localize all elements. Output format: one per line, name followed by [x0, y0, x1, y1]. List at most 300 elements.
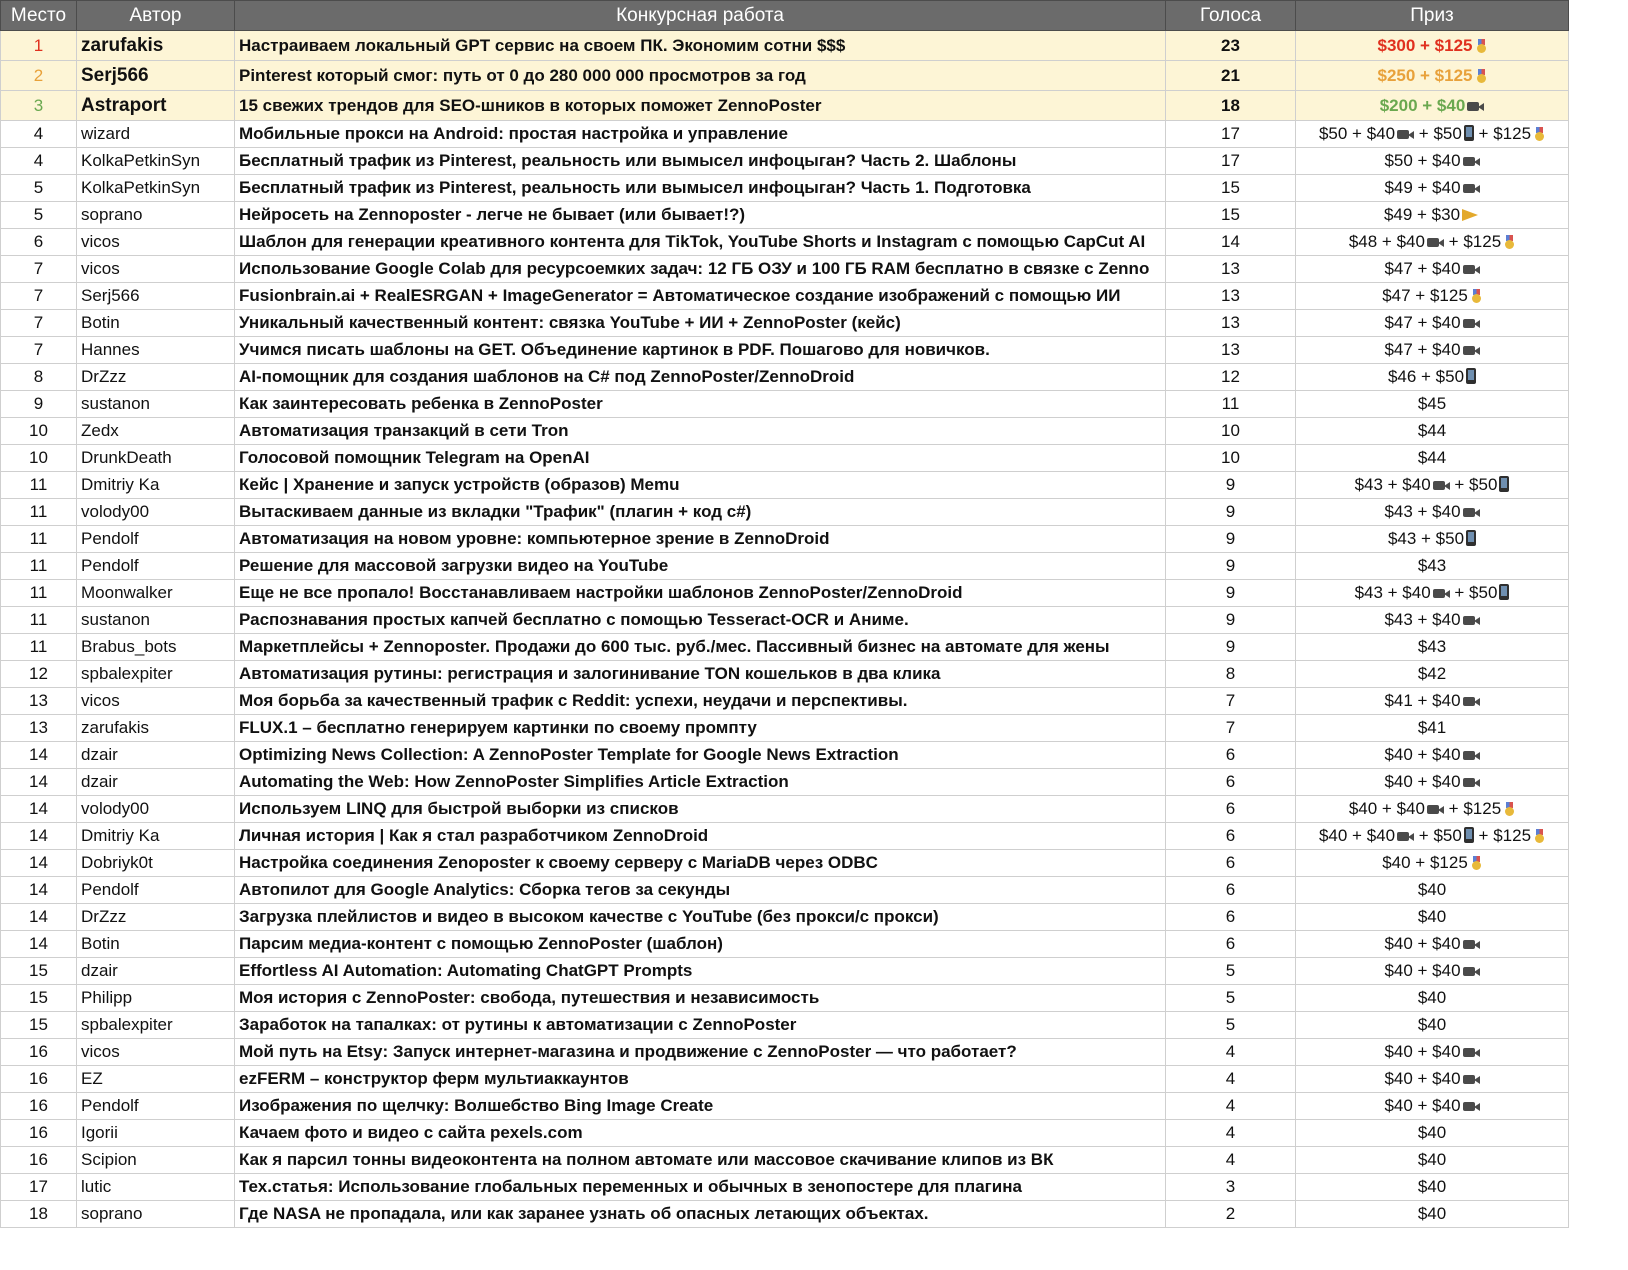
- title-cell: Голосовой помощник Telegram на OpenAI: [235, 445, 1166, 472]
- votes-cell: 9: [1166, 499, 1296, 526]
- place-cell: 11: [1, 499, 77, 526]
- table-row: [1, 1066, 1569, 1093]
- place-cell: 14: [1, 931, 77, 958]
- votes-cell: 6: [1166, 769, 1296, 796]
- table-row: [1, 499, 1569, 526]
- place-cell: 14: [1, 877, 77, 904]
- author-cell: vicos: [77, 229, 235, 256]
- place-cell: 15: [1, 958, 77, 985]
- place-cell: 5: [1, 175, 77, 202]
- author-cell: Brabus_bots: [77, 634, 235, 661]
- votes-cell: 13: [1166, 337, 1296, 364]
- author-cell: sustanon: [77, 391, 235, 418]
- place-cell: 11: [1, 580, 77, 607]
- prize-amount: $45: [1417, 394, 1447, 413]
- title-cell: Маркетплейсы + Zennoposter. Продажи до 600 тыс. руб./мес. Пассивный бизнес на автомате для жены: [235, 634, 1166, 661]
- place-cell: 4: [1, 121, 77, 148]
- table-row: [1, 850, 1569, 877]
- place-cell: 7: [1, 256, 77, 283]
- phone-icon: [1464, 827, 1474, 843]
- votes-cell: 18: [1166, 91, 1296, 121]
- prize-cell: [1296, 850, 1569, 877]
- title-cell: Личная история | Как я стал разработчиком ZennoDroid: [235, 823, 1166, 850]
- votes-cell: 13: [1166, 283, 1296, 310]
- title-cell: Настройка соединения Zenoposter к своему серверу с MariaDB через ODBC: [235, 850, 1166, 877]
- table-row: [1, 91, 1569, 121]
- table-row: [1, 148, 1569, 175]
- prize-amount: $41 + $40: [1384, 691, 1461, 710]
- phone-icon: [1466, 368, 1476, 384]
- place-cell: 7: [1, 337, 77, 364]
- title-cell: Качаем фото и видео с сайта pexels.com: [235, 1120, 1166, 1147]
- author-cell: Philipp: [77, 985, 235, 1012]
- votes-cell: 4: [1166, 1147, 1296, 1174]
- title-cell: Автоматизация на новом уровне: компьютерное зрение в ZennoDroid: [235, 526, 1166, 553]
- table-row: [1, 31, 1569, 61]
- prize-cell: [1296, 229, 1569, 256]
- author-cell: zarufakis: [77, 31, 235, 61]
- place-cell: 18: [1, 1201, 77, 1228]
- votes-cell: 15: [1166, 202, 1296, 229]
- title-cell: ezFERM – конструктор ферм мультиаккаунтов: [235, 1066, 1166, 1093]
- prize-amount: + $50: [1414, 124, 1462, 143]
- camera-icon: [1463, 505, 1480, 518]
- prize-cell: [1296, 958, 1569, 985]
- place-cell: 11: [1, 634, 77, 661]
- votes-cell: 9: [1166, 634, 1296, 661]
- table-row: [1, 61, 1569, 91]
- place-cell: 11: [1, 607, 77, 634]
- votes-cell: 6: [1166, 904, 1296, 931]
- title-cell: Изображения по щелчку: Волшебство Bing Image Create: [235, 1093, 1166, 1120]
- author-cell: Pendolf: [77, 553, 235, 580]
- votes-cell: 11: [1166, 391, 1296, 418]
- title-cell: Вытаскиваем данные из вкладки "Трафик" (плагин + код c#): [235, 499, 1166, 526]
- votes-cell: 9: [1166, 607, 1296, 634]
- place-cell: 9: [1, 391, 77, 418]
- place-cell: 14: [1, 796, 77, 823]
- prize-cell: [1296, 580, 1569, 607]
- prize-cell: [1296, 634, 1569, 661]
- prize-amount: $40 + $125: [1382, 853, 1468, 872]
- title-cell: Pinterest который смог: путь от 0 до 280 000 000 просмотров за год: [235, 61, 1166, 91]
- horn-icon: [1462, 209, 1480, 221]
- prize-cell: [1296, 1066, 1569, 1093]
- place-cell: 10: [1, 418, 77, 445]
- author-cell: soprano: [77, 202, 235, 229]
- prize-cell: [1296, 418, 1569, 445]
- prize-cell: [1296, 391, 1569, 418]
- votes-cell: 7: [1166, 715, 1296, 742]
- phone-icon: [1466, 530, 1476, 546]
- camera-icon: [1463, 964, 1480, 977]
- camera-icon: [1463, 316, 1480, 329]
- author-cell: Zedx: [77, 418, 235, 445]
- author-cell: Dmitriy Ka: [77, 823, 235, 850]
- place-cell: 15: [1, 1012, 77, 1039]
- prize-amount: $40: [1417, 880, 1447, 899]
- medal-icon: [1504, 802, 1515, 816]
- phone-icon: [1499, 584, 1509, 600]
- prize-amount: $48 + $40: [1348, 232, 1425, 251]
- title-cell: Бесплатный трафик из Pinterest, реальность или вымысел инфоцыган? Часть 1. Подготовка: [235, 175, 1166, 202]
- table-body: [1, 31, 1569, 1228]
- author-cell: DrunkDeath: [77, 445, 235, 472]
- place-cell: 15: [1, 985, 77, 1012]
- place-cell: 17: [1, 1174, 77, 1201]
- prize-amount: $40 + $40: [1384, 961, 1461, 980]
- title-cell: AI-помощник для создания шаблонов на C# под ZennoPoster/ZennoDroid: [235, 364, 1166, 391]
- camera-icon: [1463, 775, 1480, 788]
- place-cell: 5: [1, 202, 77, 229]
- votes-cell: 5: [1166, 985, 1296, 1012]
- title-cell: Fusionbrain.ai + RealESRGAN + ImageGenerator = Автоматическое создание изображений с помощью ИИ: [235, 283, 1166, 310]
- title-cell: Тех.статья: Использование глобальных переменных и обычных в зенопостере для плагина: [235, 1174, 1166, 1201]
- author-cell: volody00: [77, 796, 235, 823]
- table-row: [1, 310, 1569, 337]
- medal-icon: [1504, 235, 1515, 249]
- votes-cell: 13: [1166, 256, 1296, 283]
- prize-cell: [1296, 769, 1569, 796]
- camera-icon: [1463, 748, 1480, 761]
- table-row: [1, 904, 1569, 931]
- place-cell: 14: [1, 769, 77, 796]
- table-row: [1, 175, 1569, 202]
- votes-cell: 10: [1166, 445, 1296, 472]
- place-cell: 13: [1, 715, 77, 742]
- prize-amount: + $50: [1449, 583, 1498, 602]
- table-row: [1, 580, 1569, 607]
- place-cell: 6: [1, 229, 77, 256]
- author-cell: DrZzz: [77, 364, 235, 391]
- votes-cell: 14: [1166, 229, 1296, 256]
- title-cell: Автоматизация рутины: регистрация и залогинивание TON кошельков в два клика: [235, 661, 1166, 688]
- votes-cell: 6: [1166, 742, 1296, 769]
- table-row: [1, 607, 1569, 634]
- prize-cell: [1296, 499, 1569, 526]
- title-cell: Решение для массовой загрузки видео на YouTube: [235, 553, 1166, 580]
- prize-cell: [1296, 715, 1569, 742]
- header-place[interactable]: Место: [1, 1, 77, 31]
- prize-amount: $43: [1417, 556, 1447, 575]
- title-cell: Настраиваем локальный GPT сервис на своем ПК. Экономим сотни $$$: [235, 31, 1166, 61]
- prize-cell: [1296, 607, 1569, 634]
- author-cell: Botin: [77, 310, 235, 337]
- table-row: [1, 256, 1569, 283]
- medal-icon: [1471, 289, 1482, 303]
- title-cell: Effortless AI Automation: Automating ChatGPT Prompts: [235, 958, 1166, 985]
- votes-cell: 10: [1166, 418, 1296, 445]
- prize-amount: $40: [1417, 1123, 1447, 1142]
- table-row: [1, 1012, 1569, 1039]
- table-row: [1, 553, 1569, 580]
- author-cell: zarufakis: [77, 715, 235, 742]
- votes-cell: 4: [1166, 1120, 1296, 1147]
- prize-amount: $40: [1417, 988, 1447, 1007]
- prize-cell: [1296, 1093, 1569, 1120]
- votes-cell: 21: [1166, 61, 1296, 91]
- prize-amount: $47 + $40: [1384, 259, 1461, 278]
- camera-icon: [1397, 829, 1414, 842]
- title-cell: Бесплатный трафик из Pinterest, реальность или вымысел инфоцыган? Часть 2. Шаблоны: [235, 148, 1166, 175]
- prize-amount: $43 + $40: [1354, 475, 1431, 494]
- camera-icon: [1427, 802, 1444, 815]
- title-cell: Мобильные прокси на Android: простая настройка и управление: [235, 121, 1166, 148]
- title-cell: Загрузка плейлистов и видео в высоком качестве с YouTube (без прокси/с прокси): [235, 904, 1166, 931]
- prize-cell: [1296, 985, 1569, 1012]
- prize-amount: $46 + $50: [1387, 367, 1465, 386]
- prize-amount: $43 + $40: [1384, 610, 1461, 629]
- author-cell: Dobriyk0t: [77, 850, 235, 877]
- title-cell: Моя борьба за качественный трафик с Reddit: успехи, неудачи и перспективы.: [235, 688, 1166, 715]
- table-row: [1, 1174, 1569, 1201]
- place-cell: 3: [1, 91, 77, 121]
- prize-amount: + $125: [1473, 124, 1532, 143]
- prize-amount: $44: [1417, 448, 1447, 467]
- place-cell: 16: [1, 1120, 77, 1147]
- prize-amount: + $125: [1443, 799, 1502, 818]
- medal-icon: [1471, 856, 1482, 870]
- prize-cell: [1296, 202, 1569, 229]
- votes-cell: 23: [1166, 31, 1296, 61]
- table-row: [1, 958, 1569, 985]
- prize-amount: $200 + $40: [1379, 95, 1466, 115]
- author-cell: lutic: [77, 1174, 235, 1201]
- prize-amount: $40: [1417, 1150, 1447, 1169]
- table-row: [1, 931, 1569, 958]
- camera-icon: [1463, 1099, 1480, 1112]
- place-cell: 13: [1, 688, 77, 715]
- author-cell: dzair: [77, 769, 235, 796]
- prize-amount: + $50: [1414, 826, 1462, 845]
- prize-amount: $41: [1417, 718, 1447, 737]
- prize-cell: [1296, 148, 1569, 175]
- table-row: [1, 472, 1569, 499]
- prize-amount: $40: [1417, 1204, 1447, 1223]
- prize-amount: + $50: [1449, 475, 1498, 494]
- camera-icon: [1463, 937, 1480, 950]
- title-cell: Распознавания простых капчей бесплатно с помощью Tesseract-OCR и Аниме.: [235, 607, 1166, 634]
- camera-icon: [1433, 586, 1450, 599]
- prize-cell: [1296, 796, 1569, 823]
- prize-amount: $42: [1417, 664, 1447, 683]
- table-row: [1, 1093, 1569, 1120]
- author-cell: soprano: [77, 1201, 235, 1228]
- prize-cell: [1296, 61, 1569, 91]
- prize-amount: $40 + $40: [1384, 745, 1461, 764]
- table-row: [1, 985, 1569, 1012]
- place-cell: 7: [1, 283, 77, 310]
- place-cell: 14: [1, 904, 77, 931]
- table-row: [1, 121, 1569, 148]
- header-votes[interactable]: Голоса: [1166, 1, 1296, 31]
- camera-icon: [1463, 694, 1480, 707]
- prize-cell: [1296, 931, 1569, 958]
- prize-cell: [1296, 877, 1569, 904]
- author-cell: KolkaPetkinSyn: [77, 175, 235, 202]
- author-cell: Moonwalker: [77, 580, 235, 607]
- votes-cell: 6: [1166, 823, 1296, 850]
- table-row: [1, 418, 1569, 445]
- title-cell: Учимся писать шаблоны на GET. Объединение картинок в PDF. Пошагово для новичков.: [235, 337, 1166, 364]
- votes-cell: 9: [1166, 580, 1296, 607]
- author-cell: vicos: [77, 688, 235, 715]
- votes-cell: 6: [1166, 796, 1296, 823]
- prize-amount: $40 + $40: [1384, 1042, 1461, 1061]
- votes-cell: 12: [1166, 364, 1296, 391]
- table-row: [1, 1120, 1569, 1147]
- votes-cell: 9: [1166, 526, 1296, 553]
- place-cell: 4: [1, 148, 77, 175]
- title-cell: 15 свежих трендов для SEO-шников в которых поможет ZennoPoster: [235, 91, 1166, 121]
- camera-icon: [1463, 343, 1480, 356]
- prize-cell: [1296, 1174, 1569, 1201]
- title-cell: Где NASA не пропадала, или как заранее узнать об опасных летающих объектах.: [235, 1201, 1166, 1228]
- prize-amount: + $125: [1443, 232, 1502, 251]
- title-cell: Как заинтересовать ребенка в ZennoPoster: [235, 391, 1166, 418]
- place-cell: 14: [1, 742, 77, 769]
- place-cell: 16: [1, 1147, 77, 1174]
- table-row: [1, 1201, 1569, 1228]
- place-cell: 11: [1, 526, 77, 553]
- prize-amount: $47 + $40: [1384, 340, 1461, 359]
- author-cell: EZ: [77, 1066, 235, 1093]
- place-cell: 7: [1, 310, 77, 337]
- prize-amount: $49 + $30: [1383, 205, 1461, 224]
- votes-cell: 4: [1166, 1093, 1296, 1120]
- author-cell: Astraport: [77, 91, 235, 121]
- camera-icon: [1433, 478, 1450, 491]
- votes-cell: 6: [1166, 931, 1296, 958]
- prize-cell: [1296, 91, 1569, 121]
- title-cell: Используем LINQ для быстрой выборки из списков: [235, 796, 1166, 823]
- prize-cell: [1296, 1201, 1569, 1228]
- prize-cell: [1296, 283, 1569, 310]
- author-cell: wizard: [77, 121, 235, 148]
- votes-cell: 4: [1166, 1039, 1296, 1066]
- prize-cell: [1296, 1120, 1569, 1147]
- table-row: [1, 364, 1569, 391]
- table-row: [1, 634, 1569, 661]
- prize-amount: $43 + $40: [1354, 583, 1431, 602]
- votes-cell: 8: [1166, 661, 1296, 688]
- phone-icon: [1499, 476, 1509, 492]
- prize-amount: $40 + $40: [1384, 1096, 1461, 1115]
- votes-cell: 7: [1166, 688, 1296, 715]
- author-cell: Serj566: [77, 283, 235, 310]
- votes-cell: 17: [1166, 121, 1296, 148]
- author-cell: vicos: [77, 256, 235, 283]
- prize-amount: $43: [1417, 637, 1447, 656]
- camera-icon: [1463, 181, 1480, 194]
- prize-amount: $44: [1417, 421, 1447, 440]
- header-author[interactable]: Автор: [77, 1, 235, 31]
- prize-amount: $40 + $40: [1384, 1069, 1461, 1088]
- prize-amount: $40: [1417, 1177, 1447, 1196]
- prize-cell: [1296, 364, 1569, 391]
- prize-cell: [1296, 31, 1569, 61]
- author-cell: Dmitriy Ka: [77, 472, 235, 499]
- author-cell: Igorii: [77, 1120, 235, 1147]
- author-cell: Serj566: [77, 61, 235, 91]
- place-cell: 10: [1, 445, 77, 472]
- table-row: [1, 445, 1569, 472]
- prize-cell: [1296, 742, 1569, 769]
- prize-amount: $40 + $40: [1348, 799, 1425, 818]
- author-cell: Pendolf: [77, 877, 235, 904]
- prize-amount: $43 + $40: [1384, 502, 1461, 521]
- camera-icon: [1467, 99, 1484, 112]
- table-row: [1, 391, 1569, 418]
- prize-amount: $40: [1417, 1015, 1447, 1034]
- author-cell: Scipion: [77, 1147, 235, 1174]
- table-row: [1, 1147, 1569, 1174]
- title-cell: Optimizing News Collection: A ZennoPoster Template for Google News Extraction: [235, 742, 1166, 769]
- title-cell: Заработок на тапалках: от рутины к автоматизации с ZennoPoster: [235, 1012, 1166, 1039]
- prize-cell: [1296, 337, 1569, 364]
- prize-cell: [1296, 472, 1569, 499]
- table-header: [1, 1, 1569, 31]
- title-cell: Автопилот для Google Analytics: Сборка тегов за секунды: [235, 877, 1166, 904]
- author-cell: KolkaPetkinSyn: [77, 148, 235, 175]
- table-row: [1, 661, 1569, 688]
- prize-cell: [1296, 904, 1569, 931]
- title-cell: FLUX.1 – бесплатно генерируем картинки по своему промпту: [235, 715, 1166, 742]
- medal-icon: [1534, 127, 1545, 141]
- table-row: [1, 715, 1569, 742]
- votes-cell: 17: [1166, 148, 1296, 175]
- camera-icon: [1463, 1045, 1480, 1058]
- prize-cell: [1296, 175, 1569, 202]
- prize-cell: [1296, 526, 1569, 553]
- prize-cell: [1296, 1039, 1569, 1066]
- author-cell: sustanon: [77, 607, 235, 634]
- medal-icon: [1476, 39, 1487, 53]
- title-cell: Еще не все пропало! Восстанавливаем настройки шаблонов ZennoPoster/ZennoDroid: [235, 580, 1166, 607]
- title-cell: Парсим медиа-контент с помощью ZennoPoster (шаблон): [235, 931, 1166, 958]
- title-cell: Кейс | Хранение и запуск устройств (образов) Memu: [235, 472, 1166, 499]
- votes-cell: 15: [1166, 175, 1296, 202]
- votes-cell: 9: [1166, 472, 1296, 499]
- votes-cell: 6: [1166, 877, 1296, 904]
- votes-cell: 4: [1166, 1066, 1296, 1093]
- table-row: [1, 526, 1569, 553]
- author-cell: Hannes: [77, 337, 235, 364]
- medal-icon: [1476, 69, 1487, 83]
- table-row: [1, 688, 1569, 715]
- prize-amount: $250 + $125: [1377, 65, 1473, 85]
- table-row: [1, 877, 1569, 904]
- title-cell: Нейросеть на Zennoposter - легче не бывает (или бывает!?): [235, 202, 1166, 229]
- votes-cell: 2: [1166, 1201, 1296, 1228]
- place-cell: 8: [1, 364, 77, 391]
- author-cell: spbalexpiter: [77, 1012, 235, 1039]
- author-cell: vicos: [77, 1039, 235, 1066]
- prize-amount: $40: [1417, 907, 1447, 926]
- header-prize[interactable]: Приз: [1296, 1, 1569, 31]
- author-cell: Pendolf: [77, 1093, 235, 1120]
- prize-amount: $43 + $50: [1387, 529, 1465, 548]
- camera-icon: [1463, 262, 1480, 275]
- prize-cell: [1296, 1012, 1569, 1039]
- header-work[interactable]: Конкурсная работа: [235, 1, 1166, 31]
- votes-cell: 3: [1166, 1174, 1296, 1201]
- votes-cell: 6: [1166, 850, 1296, 877]
- prize-cell: [1296, 553, 1569, 580]
- place-cell: 1: [1, 31, 77, 61]
- prize-cell: [1296, 256, 1569, 283]
- camera-icon: [1463, 1072, 1480, 1085]
